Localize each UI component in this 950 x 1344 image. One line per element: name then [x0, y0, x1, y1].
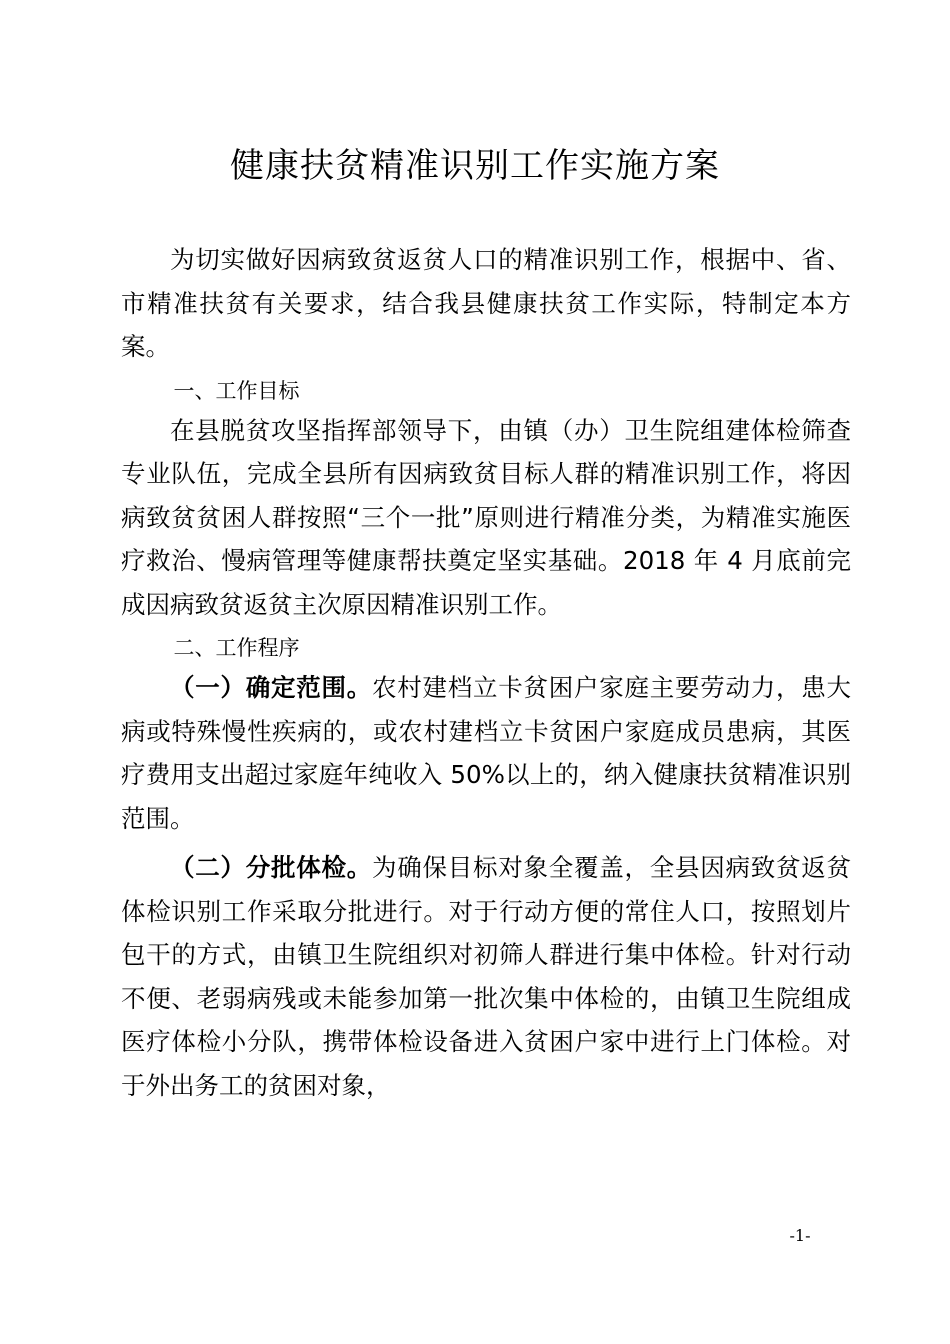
- goals-paragraph: 在县脱贫攻坚指挥部领导下，由镇（办）卫生院组建体检筛查专业队伍，完成全县所有因病致贫目标人群的精准识别工作，将因病致贫贫困人群按照“三个一批”原则进行精准分类，为精准实施医疗救治、慢病管理等健康帮扶奠定坚实基础。2018 年 4 月底前完成因病致贫返贫主次原因精准识别工作。: [121, 415, 851, 619]
- section-heading-procedure: 二、工作程序: [173, 636, 300, 660]
- intro-paragraph: 为切实做好因病致贫返贫人口的精准识别工作，根据中、省、市精准扶贫有关要求，结合我县健康扶贫工作实际，特制定本方案。: [121, 245, 851, 361]
- batch-exam-lead: （二）分批体检。: [170, 853, 372, 882]
- scope-text: 农村建档立卡贫困户家庭主要劳动力，患大病或特殊慢性疾病的，或农村建档立卡贫困户家庭成员患病，其医疗费用支出超过家庭年纯收入 50%以上的，纳入健康扶贫精准识别范围。: [121, 673, 851, 833]
- scope-lead: （一）确定范围。: [170, 673, 372, 702]
- document-body: [121, 238, 851, 1107]
- procedure-item-batch-exam: [121, 846, 851, 1107]
- page-number: -1-: [789, 1226, 811, 1245]
- section-heading-goals: 一、工作目标: [173, 378, 300, 403]
- batch-exam-text: 为确保目标对象全覆盖，全县因病致贫返贫体检识别工作采取分批进行。对于行动方便的常住人口，按照划片包干的方式，由镇卫生院组织对初筛人群进行集中体检。针对行动不便、老弱病残或未能参加第一批次集中体检的，由镇卫生院组成医疗体检小分队，携带体检设备进入贫困户家中进行上门体检。对于外出务工的贫困对象，: [121, 853, 851, 1100]
- procedure-item-scope: [121, 666, 851, 840]
- document-title: 健康扶贫精准识别工作实施方案: [230, 146, 720, 186]
